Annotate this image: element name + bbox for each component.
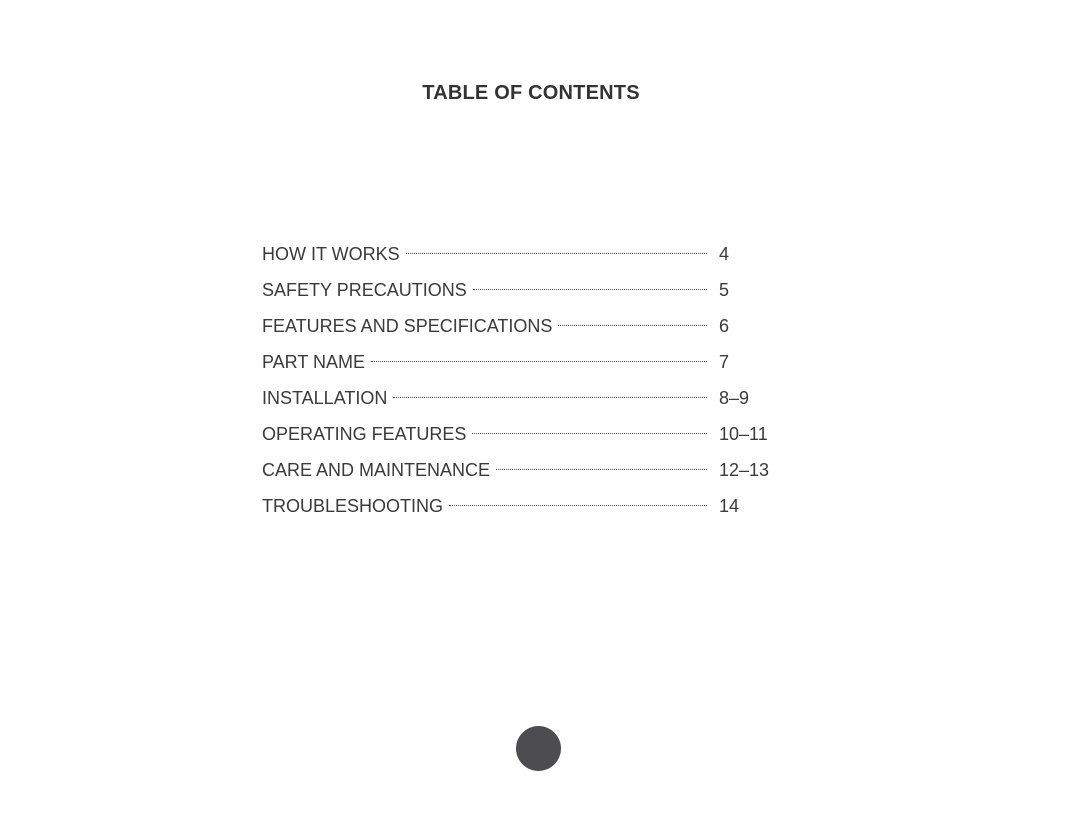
dotted-leader: [393, 397, 707, 398]
toc-entry-label: INSTALLATION: [262, 388, 388, 408]
table-of-contents: [262, 230, 822, 518]
dotted-leader: [496, 469, 707, 470]
dotted-leader: [406, 253, 707, 254]
toc-entry-safety-precautions[interactable]: [262, 266, 822, 302]
dotted-leader: [473, 289, 707, 290]
toc-entry-label: TROUBLESHOOTING: [262, 496, 444, 516]
toc-entry-page: 10–11: [719, 424, 768, 444]
toc-entry-page: 8–9: [719, 388, 750, 408]
dotted-leader: [371, 361, 707, 362]
dotted-leader: [558, 325, 707, 326]
dotted-leader: [472, 433, 707, 434]
toc-entry-page: 5: [719, 280, 730, 300]
toc-entry-installation[interactable]: [262, 374, 822, 410]
toc-entry-page: 4: [719, 244, 730, 264]
toc-entry-page: 6: [719, 316, 730, 336]
dotted-leader: [449, 505, 707, 506]
toc-entry-operating-features[interactable]: [262, 410, 822, 446]
toc-entry-label: PART NAME: [262, 352, 366, 372]
toc-entry-how-it-works[interactable]: [262, 230, 822, 266]
toc-entry-label: SAFETY PRECAUTIONS: [262, 280, 467, 300]
page-title: TABLE OF CONTENTS: [422, 82, 640, 104]
toc-entry-features-and-specifications[interactable]: [262, 302, 822, 338]
toc-entry-label: FEATURES AND SPECIFICATIONS: [262, 316, 553, 336]
toc-entry-label: CARE AND MAINTENANCE: [262, 460, 491, 480]
toc-entry-part-name[interactable]: [262, 338, 822, 374]
toc-entry-care-and-maintenance[interactable]: [262, 446, 822, 482]
toc-entry-page: 7: [719, 352, 730, 372]
toc-entry-page: 12–13: [719, 460, 770, 480]
toc-entry-page: 14: [719, 496, 740, 516]
toc-entry-label: HOW IT WORKS: [262, 244, 400, 264]
toc-entry-label: OPERATING FEATURES: [262, 424, 467, 444]
toc-entry-troubleshooting[interactable]: [262, 482, 822, 518]
page-marker-circle: [516, 726, 561, 771]
